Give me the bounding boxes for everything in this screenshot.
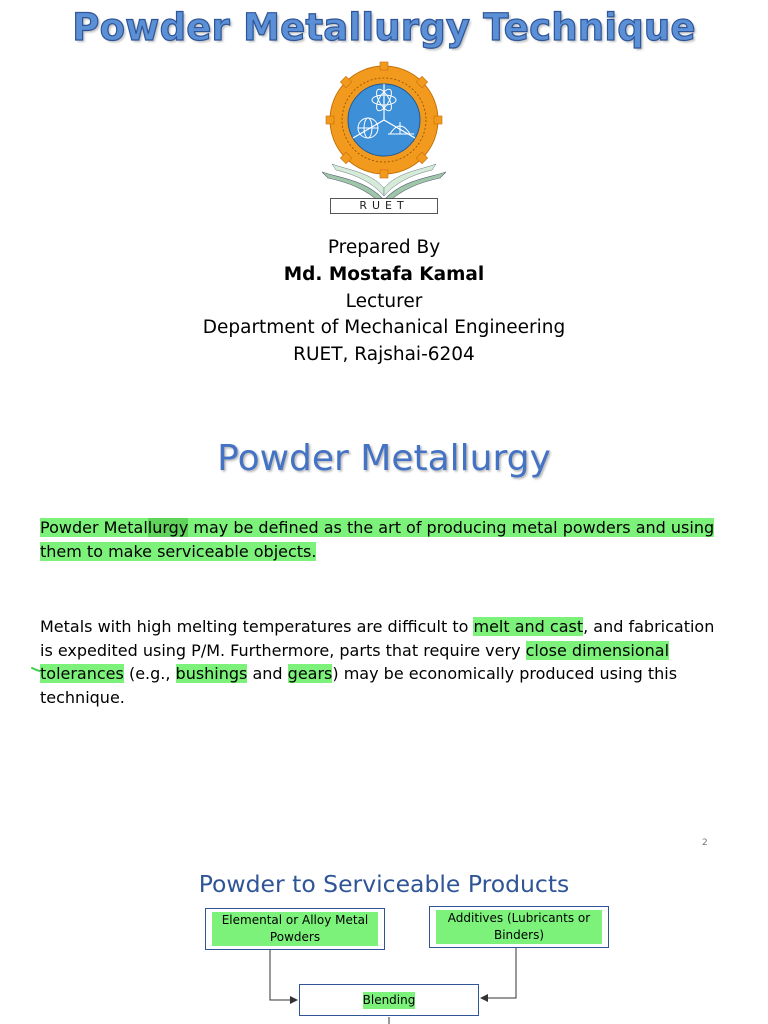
highlighted-text: Powder Metal xyxy=(40,518,148,537)
paragraph-text: , and fabrication is expedited using P/M. Furthermore, parts that require very xyxy=(40,617,715,660)
paragraph-text: ) may be economically produced using this technique. xyxy=(40,664,678,707)
paragraph-text: (e.g., xyxy=(123,664,176,683)
page-number: 2 xyxy=(702,838,708,848)
slide-title: Powder Metallurgy Technique xyxy=(72,6,696,49)
slide-title: Powder Metallurgy xyxy=(217,438,551,479)
flow-box-additives xyxy=(429,906,609,948)
flow-box-blending xyxy=(299,984,479,1016)
highlighted-text: lurgy xyxy=(147,518,189,537)
author-name: Md. Mostafa Kamal xyxy=(283,264,485,285)
prepared-by-label: Prepared By xyxy=(327,237,441,258)
flow-box-label: Blending xyxy=(362,992,416,1007)
highlighted-text: bushings xyxy=(175,664,248,683)
flow-box-label: Additives (Lubricants or Binders) xyxy=(436,910,602,944)
highlighted-text: may be defined as the art of producing metal powders and using them to make serviceable objects. xyxy=(40,518,715,561)
ruet-label: RUET xyxy=(330,198,438,214)
flow-box-elemental-powders xyxy=(205,908,385,950)
definition-paragraph xyxy=(40,516,720,563)
institution-name: RUET, Rajshai-6204 xyxy=(293,344,475,365)
flow-box-label: Elemental or Alloy Metal Powders xyxy=(212,912,378,946)
slide-title: Powder to Serviceable Products xyxy=(198,870,570,898)
author-designation: Lecturer xyxy=(345,291,423,312)
explanation-paragraph xyxy=(40,615,720,709)
highlighted-text: gears xyxy=(287,664,333,683)
highlighted-text: melt and cast xyxy=(473,617,584,636)
highlighted-text: close dimensional tolerances xyxy=(40,640,670,683)
ruet-logo xyxy=(318,60,450,220)
department-name: Department of Mechanical Engineering xyxy=(202,317,566,338)
paragraph-text: and xyxy=(247,664,288,683)
paragraph-text: Metals with high melting temperatures are difficult to xyxy=(40,617,474,636)
